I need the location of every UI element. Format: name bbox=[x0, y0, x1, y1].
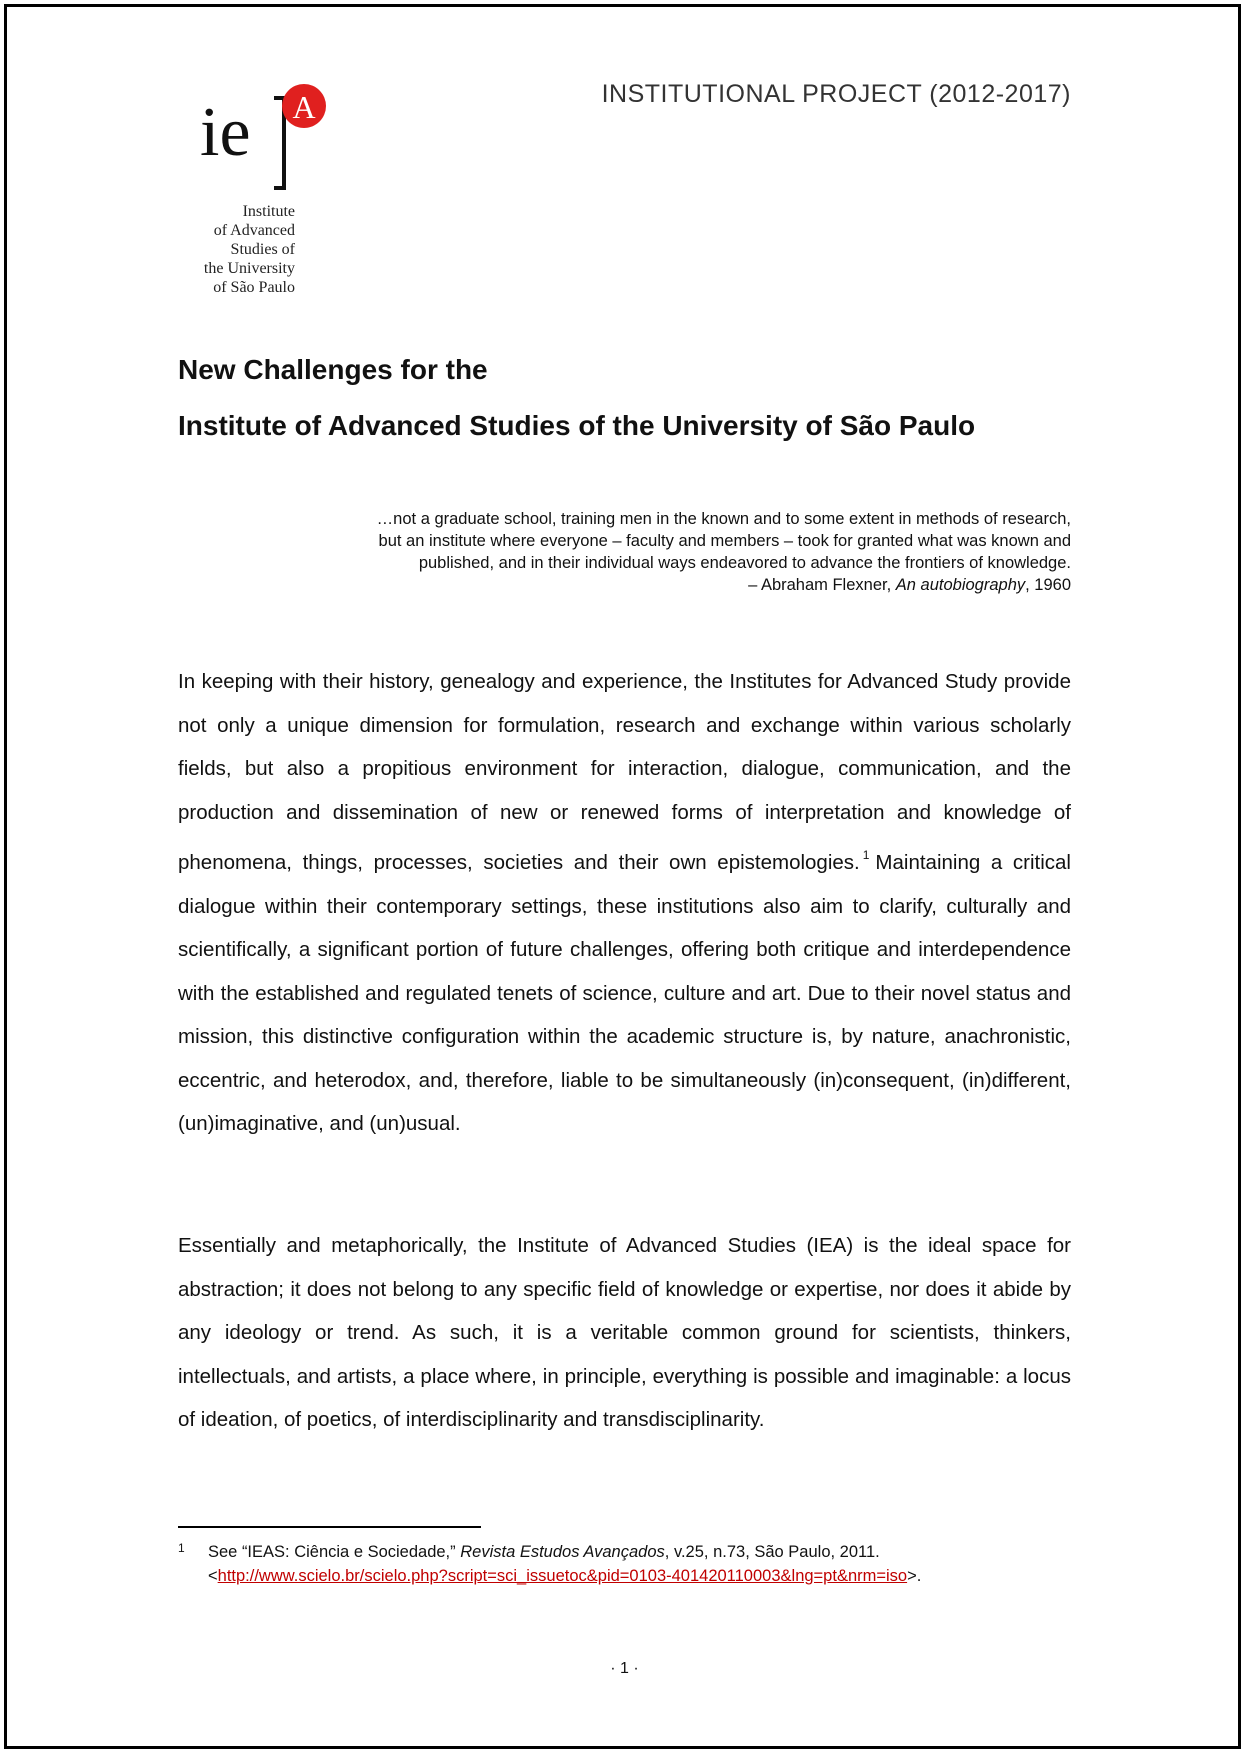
logo-line: Institute bbox=[242, 203, 295, 220]
epigraph-line: …not a graduate school, training men in the known and to some extent in methods of research, bbox=[376, 510, 1071, 528]
body-paragraph-2: Essentially and metaphorically, the Institute of Advanced Studies (IEA) is the ideal space for abstraction; it does not belong to any specific field of knowledge or expertise, nor does it abide by any ideology or trend. As such, it is a veritable common ground for scientists, thinkers, intellectuals, and artists, a place where, in principle, everything is possible and imaginable: a locus of ideation, of poetics, of interdisciplinarity and transdisciplinarity. bbox=[178, 1234, 1071, 1431]
epigraph bbox=[200, 508, 1071, 596]
logo-line: the University bbox=[203, 260, 295, 277]
logo-badge-letter: A bbox=[292, 89, 316, 125]
footnote-link-line bbox=[208, 1564, 1078, 1588]
citation-text: See “IEAS: Ciência e Sociedade,” bbox=[208, 1543, 461, 1561]
paragraph-text: In keeping with their history, genealogy and experience, the Institutes for Advanced Study provide not only a unique dimension for formulation, research and exchange within various scholarly fields, but also a propitious environment for interaction, dialogue, communication, and the production and dissemination of new or renewed forms of interpretation and knowledge of phenomena, things, processes, societies and their own epistemologies. bbox=[178, 670, 1071, 874]
logo-line: of São Paulo bbox=[213, 279, 295, 296]
page-number: · 1 · bbox=[610, 1660, 639, 1677]
institution-logo bbox=[200, 80, 390, 310]
epigraph-line: but an institute where everyone – faculty and members – took for granted what was known and bbox=[378, 532, 1071, 550]
footnote bbox=[178, 1540, 1078, 1588]
attribution-work: An autobiography bbox=[895, 576, 1026, 594]
attribution-year: , 1960 bbox=[1025, 576, 1071, 594]
footnote-reference[interactable]: 1 bbox=[862, 848, 870, 862]
logo-ie-letters: ie bbox=[200, 94, 251, 171]
epigraph-line: published, and in their individual ways endeavored to advance the frontiers of knowledge. bbox=[418, 554, 1071, 572]
footnote-separator bbox=[178, 1526, 481, 1528]
paragraph-text: Maintaining a critical dialogue within their contemporary settings, these institutions also aim to clarify, culturally and scientifically, a significant portion of future challenges, offering both critique and interdependence with the established and regulated tenets of science, culture and art. Due to their novel status and mission, this distinctive configuration within the academic structure is, by nature, anachronistic, eccentric, and heterodox, and, therefore, liable to be simultaneously (in)consequent, (in)different, (un)imaginative, and (un)usual. bbox=[178, 851, 1071, 1135]
link-bracket-open: < bbox=[208, 1567, 218, 1585]
citation-journal: Revista Estudos Avançados bbox=[460, 1543, 665, 1561]
footnote-citation bbox=[208, 1540, 1078, 1564]
document-title bbox=[178, 342, 1078, 454]
logo-mark bbox=[200, 80, 390, 200]
logo-line: Studies of bbox=[230, 241, 295, 258]
citation-details: , v.25, n.73, São Paulo, 2011. bbox=[664, 1543, 880, 1561]
logo-line: of Advanced bbox=[213, 222, 295, 239]
title-line-1: New Challenges for the bbox=[178, 354, 488, 385]
attribution-author: – Abraham Flexner, bbox=[748, 576, 896, 594]
project-title: INSTITUTIONAL PROJECT (2012-2017) bbox=[601, 80, 1071, 108]
footnote-link[interactable]: http://www.scielo.br/scielo.php?script=sci_issuetoc&pid=0103-401420110003&lng=pt&nrm=iso bbox=[217, 1567, 908, 1585]
body-paragraph-1 bbox=[178, 660, 1071, 1146]
logo-bracket bbox=[274, 98, 284, 188]
footnote-body bbox=[208, 1540, 1078, 1588]
link-bracket-close: >. bbox=[907, 1567, 922, 1585]
title-line-2: Institute of Advanced Studies of the University of São Paulo bbox=[178, 410, 976, 441]
epigraph-attribution bbox=[200, 574, 1071, 596]
logo-institution-name bbox=[200, 202, 295, 297]
footnote-number: 1 bbox=[178, 1541, 185, 1555]
